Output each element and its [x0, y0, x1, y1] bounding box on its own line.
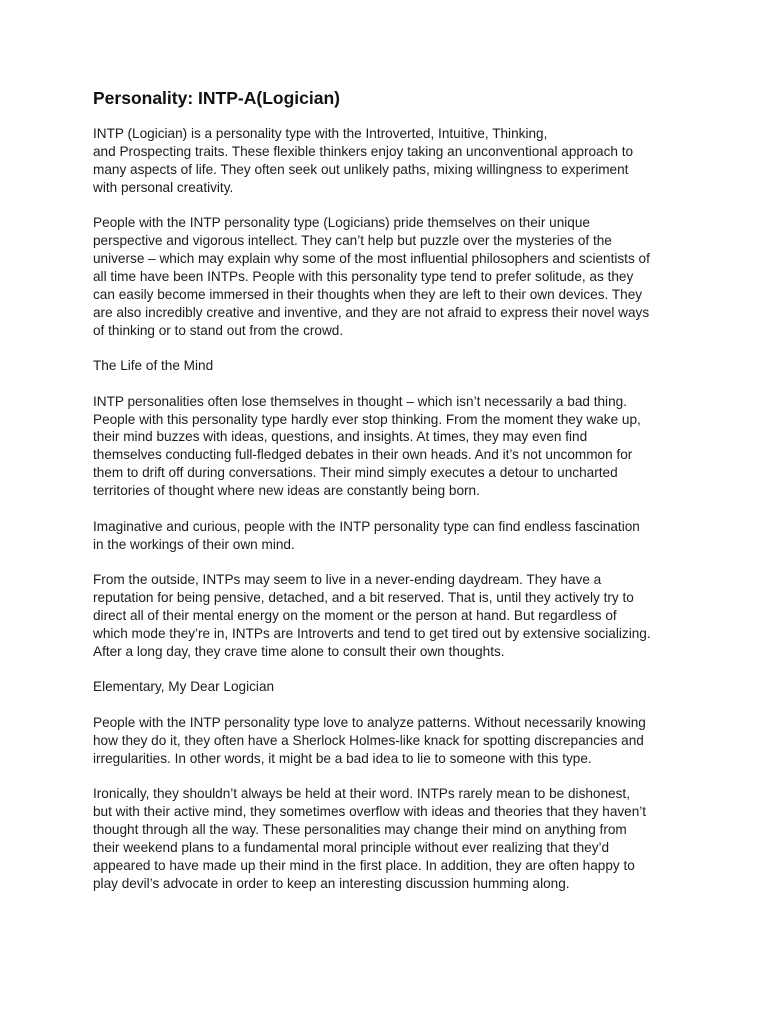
- text-line: and Prospecting traits. These flexible thinkers enjoy taking an unconventional approach to: [93, 143, 634, 159]
- text-line: From the outside, INTPs may seem to live in a never-ending daydream. They have a: [93, 572, 602, 588]
- text-line: universe – which may explain why some of the most influential philosophers and scientists of: [93, 251, 650, 267]
- paragraph-outside: [93, 571, 683, 661]
- paragraph-imaginative: [93, 518, 683, 554]
- text-line: are also incredibly creative and inventive, and they are not afraid to express their novel ways: [93, 304, 650, 320]
- text-line: many aspects of life. They often seek out unlikely paths, mixing willingness to experiment: [93, 161, 629, 177]
- text-line: all time have been INTPs. People with this personality type tend to prefer solitude, as they: [93, 268, 634, 284]
- text-line: People with this personality type hardly ever stop thinking. From the moment they wake up,: [93, 411, 641, 427]
- text-line: irregularities. In other words, it might be a bad idea to lie to someone with this type.: [93, 750, 592, 766]
- text-line: reputation for being pensive, detached, and a bit reserved. That is, until they actively try to: [93, 590, 634, 605]
- text-line: can easily become immersed in their thoughts when they are left to their own devices. They: [93, 286, 643, 302]
- text-line: which mode they’re in, INTPs are Introverts and tend to get tired out by extensive socializing.: [93, 625, 651, 641]
- text-line: INTP personalities often lose themselves in thought – which isn’t necessarily a bad thing.: [93, 393, 627, 409]
- text-line: play devil’s advocate in order to keep an interesting discussion humming along.: [93, 875, 570, 891]
- text-line: Imaginative and curious, people with the INTP personality type can find endless fascination: [93, 518, 640, 534]
- text-line: People with the INTP personality type love to analyze patterns. Without necessarily knowing: [93, 714, 646, 730]
- text-line: People with the INTP personality type (Logicians) pride themselves on their unique: [93, 215, 590, 231]
- text-line: Ironically, they shouldn’t always be held at their word. INTPs rarely mean to be dishonest,: [93, 786, 630, 802]
- text-line: of thinking or to stand out from the crowd.: [93, 322, 344, 338]
- text-line: how they do it, they often have a Sherlock Holmes-like knack for spotting discrepancies and: [93, 732, 644, 748]
- text-line: territories of thought where new ideas are constantly being born.: [93, 483, 480, 499]
- document-title: Personality: INTP-A(Logician): [93, 88, 340, 108]
- section-heading-life-of-mind: The Life of the Mind: [93, 358, 214, 374]
- paragraph-patterns: [93, 714, 683, 768]
- paragraph-intro: [93, 125, 683, 197]
- text-line: in the workings of their own mind.: [93, 536, 295, 552]
- text-line: appeared to have made up their mind in the first place. In addition, they are often happy to: [93, 857, 635, 873]
- text-line: thought through all the way. These personalities may change their mind on anything from: [93, 821, 627, 837]
- text-line: After a long day, they crave time alone to consult their own thoughts.: [93, 643, 505, 659]
- paragraph-perspective: [93, 214, 683, 339]
- paragraph-thought: [93, 393, 683, 500]
- document-page: [93, 86, 683, 910]
- text-line: direct all of their mental energy on the moment or the person at hand. But regardless of: [93, 607, 617, 623]
- paragraph-ironically: [93, 785, 683, 892]
- text-line: their weekend plans to a fundamental moral principle without ever realizing that they’d: [93, 839, 610, 855]
- text-line: but with their active mind, they sometimes overflow with ideas and theories that they haven’t: [93, 803, 647, 819]
- text-line: themselves conducting full-fledged debates in their own heads. And it’s not uncommon for: [93, 447, 633, 463]
- text-line: perspective and vigorous intellect. They can’t help but puzzle over the mysteries of the: [93, 233, 612, 249]
- text-line: their mind buzzes with ideas, questions, and insights. At times, they may even find: [93, 429, 588, 445]
- text-line: INTP (Logician) is a personality type with the Introverted, Intuitive, Thinking,: [93, 126, 548, 141]
- text-line: them to drift off during conversations. Their mind simply executes a detour to uncharted: [93, 465, 618, 481]
- text-line: with personal creativity.: [93, 179, 234, 195]
- section-heading-elementary: Elementary, My Dear Logician: [93, 679, 275, 695]
